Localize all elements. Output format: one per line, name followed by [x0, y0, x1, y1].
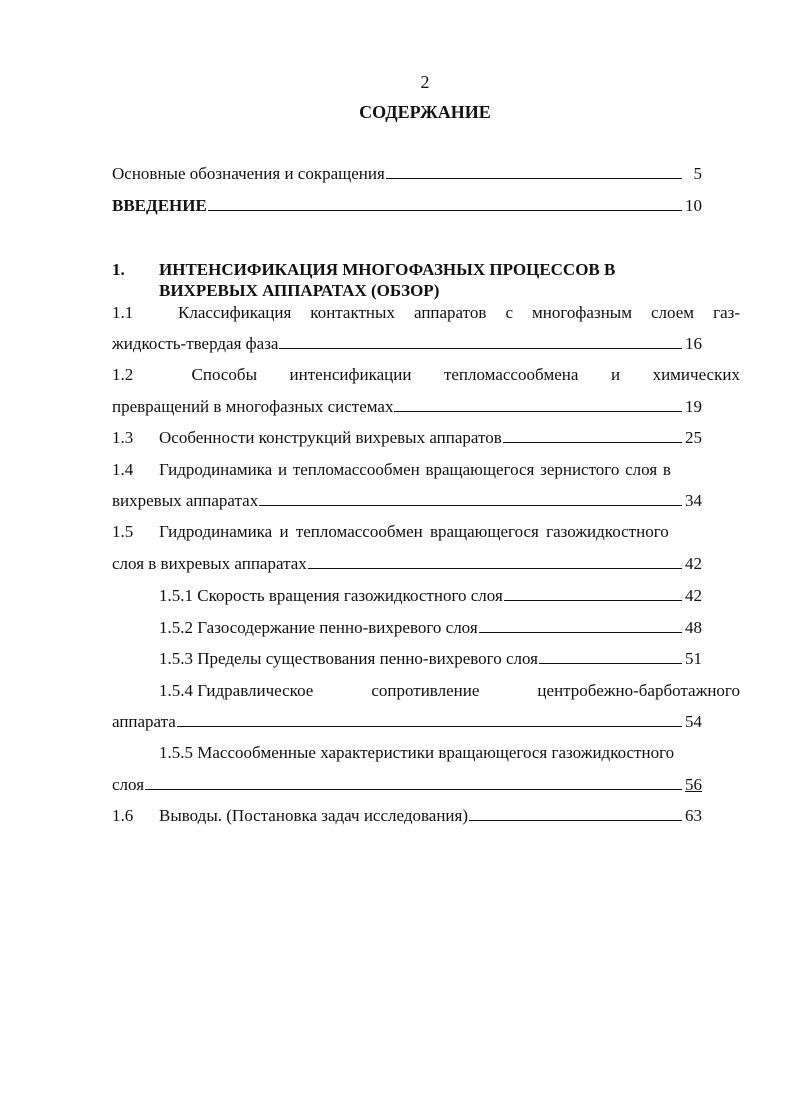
toc-word: Классификация: [178, 303, 292, 322]
toc-word: с: [505, 303, 513, 322]
toc-page-number: 25: [685, 428, 702, 447]
toc-page-number: 34: [685, 491, 702, 510]
toc-chapter-1[interactable]: [112, 259, 702, 281]
toc-entry-1-5-cont[interactable]: [112, 553, 702, 575]
toc-entry-1-5-4[interactable]: [159, 680, 740, 702]
toc-entry-number: 1.5.4: [159, 681, 193, 700]
toc-entry-text: Газосодержание пенно-вихревого слоя: [197, 618, 478, 637]
toc-word: центробежно-барботажного: [537, 681, 740, 700]
toc-word: слоем: [651, 303, 695, 322]
toc-word: многофазным: [532, 303, 632, 322]
toc-entry-1-5-3[interactable]: [159, 648, 702, 670]
toc-entry-number: 1.6: [112, 806, 134, 825]
leader-line: [308, 553, 682, 569]
toc-entry-1-5[interactable]: [112, 521, 740, 543]
toc-chapter-1-cont: [159, 280, 749, 302]
toc-entry-text: Пределы существования пенно-вихревого слоя: [197, 649, 538, 668]
leader-line: [279, 333, 682, 349]
toc-word: сопротивление: [371, 681, 480, 700]
toc-page-number: 56: [685, 775, 702, 794]
toc-entry-1-1-cont[interactable]: [112, 333, 702, 355]
toc-page-number: 42: [685, 554, 702, 573]
toc-entry-number: 1.2: [112, 365, 134, 384]
page-number: 2: [420, 72, 430, 92]
toc-entry-text: Гидродинамика и тепломассообмен вращающегося зернистого слоя в: [159, 460, 671, 479]
toc-entry-text: Выводы. (Постановка задач исследования): [159, 806, 469, 825]
toc-page-number: 10: [685, 196, 702, 215]
toc-entry-text: слоя в вихревых аппаратах: [112, 554, 307, 573]
toc-entry-text: Массообменные характеристики вращающегося газожидкостного: [197, 743, 675, 762]
toc-entry-1-1[interactable]: [112, 302, 740, 324]
toc-entry-1-5-4-cont[interactable]: [112, 711, 702, 733]
toc-entry-text: Основные обозначения и сокращения: [112, 164, 385, 183]
leader-line: [177, 711, 682, 727]
toc-entry-1-3[interactable]: [112, 427, 702, 449]
toc-entry-text: Гидродинамика и тепломассообмен вращающегося газожидкостного: [159, 522, 669, 541]
toc-page-number: 16: [685, 334, 702, 353]
leader-line: [479, 617, 682, 633]
toc-page-number: 54: [685, 712, 702, 731]
leader-line: [394, 396, 682, 412]
toc-entry-1-5-5[interactable]: [159, 742, 740, 764]
toc-entry-1-2[interactable]: [112, 364, 740, 386]
toc-entry-number: 1.5.3: [159, 649, 193, 668]
leader-line: [386, 163, 682, 179]
leader-line: [504, 585, 682, 601]
toc-entry-text: Особенности конструкций вихревых аппаратов: [159, 428, 502, 447]
toc-page-number: 48: [685, 618, 702, 637]
toc-entry-text: жидкость-твердая фаза: [112, 334, 279, 353]
toc-entry-number: 1.5.2: [159, 618, 193, 637]
toc-entry-1-6[interactable]: [112, 805, 702, 827]
leader-line: [503, 427, 682, 443]
toc-page-number: 63: [685, 806, 702, 825]
toc-page-number: 5: [693, 164, 702, 183]
toc-word: и: [610, 365, 621, 384]
toc-word: тепломассообмена: [443, 365, 579, 384]
leader-line: [145, 774, 682, 790]
toc-word: Гидравлическое: [197, 681, 314, 700]
toc-entry-1-5-2[interactable]: [159, 617, 702, 639]
toc-entry-number: 1.1: [112, 303, 134, 322]
toc-page-number: 19: [685, 397, 702, 416]
toc-page-number: 42: [685, 586, 702, 605]
leader-line: [208, 195, 682, 211]
toc-title: СОДЕРЖАНИЕ: [359, 102, 491, 122]
leader-line: [539, 648, 682, 664]
toc-entry-abbreviations[interactable]: [112, 163, 702, 185]
toc-chapter-number: 1.: [112, 260, 125, 279]
toc-entry-text: превращений в многофазных системах: [112, 397, 394, 416]
toc-entry-text: Скорость вращения газожидкостного слоя: [197, 586, 503, 605]
toc-word: контактных: [310, 303, 395, 322]
toc-chapter-title-line2: ВИХРЕВЫХ АППАРАТАХ (ОБЗОР): [159, 281, 440, 300]
leader-line: [259, 490, 682, 506]
toc-entry-1-5-1[interactable]: [159, 585, 702, 607]
toc-entry-number: 1.3: [112, 428, 134, 447]
toc-entry-number: 1.5: [112, 522, 134, 541]
toc-entry-1-2-cont[interactable]: [112, 396, 702, 418]
toc-word: химических: [652, 365, 740, 384]
toc-word: газ-: [713, 303, 740, 322]
toc-entry-number: 1.5.5: [159, 743, 193, 762]
toc-page-number: 51: [685, 649, 702, 668]
toc-entry-text: ВВЕДЕНИЕ: [112, 196, 207, 215]
toc-entry-1-4-cont[interactable]: [112, 490, 702, 512]
toc-entry-text: вихревых аппаратах: [112, 491, 259, 510]
toc-word: Способы: [191, 365, 258, 384]
toc-chapter-title-line1: ИНТЕНСИФИКАЦИЯ МНОГОФАЗНЫХ ПРОЦЕССОВ В: [159, 260, 616, 279]
toc-word: аппаратов: [414, 303, 487, 322]
leader-line: [469, 805, 682, 821]
toc-entry-number: 1.5.1: [159, 586, 193, 605]
toc-entry-text: аппарата: [112, 712, 176, 731]
toc-entry-1-4[interactable]: [112, 459, 740, 481]
toc-entry-introduction[interactable]: [112, 195, 702, 217]
toc-entry-text: слоя: [112, 775, 145, 794]
toc-entry-number: 1.4: [112, 460, 134, 479]
toc-word: интенсификации: [289, 365, 412, 384]
toc-entry-1-5-5-cont[interactable]: [112, 774, 702, 796]
